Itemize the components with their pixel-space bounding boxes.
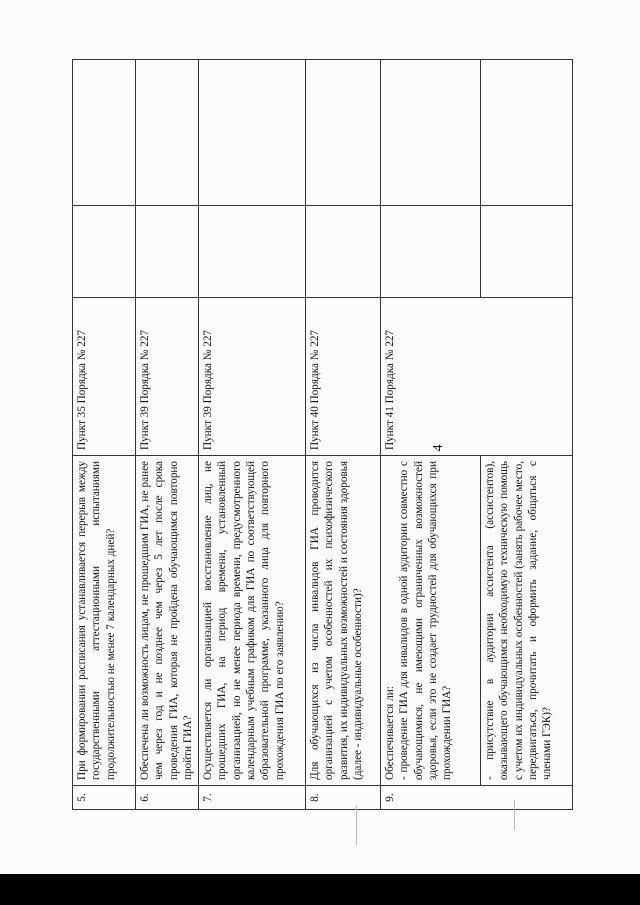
empty-cell <box>481 60 573 206</box>
question-text: Осуществляется ли организацией восстановление лиц, не прошедших ГИА, на период времени, установленный организацией, но не менее периода времени, предусмотренного календарным учебным графиком для ГИА по соответствующей образовательной программе, указанного лица для повторного прохождения ГИА по его заявлению? <box>199 456 306 786</box>
empty-cell <box>381 60 481 206</box>
table-row <box>73 60 136 810</box>
question-subitem: - проведение ГИА для инвалидов в одной аудитории совместно с обучающимися, не имеющими ограниченных возможностей здоровья, если это не создает трудностей для обучающихся при прохождении ГИА? <box>398 461 454 780</box>
reference-text: Пункт 39 Порядка № 227 <box>199 298 306 456</box>
reference-text: Пункт 40 Порядка № 227 <box>306 298 381 456</box>
empty-cell <box>199 60 306 206</box>
question-text: При формировании расписания устанавливается перерыв между государственными аттестационными испытаниями продолжительностью не менее 7 календарных дней? <box>73 456 136 786</box>
table-row <box>306 60 381 810</box>
empty-cell <box>73 60 136 206</box>
checklist-table <box>72 59 573 810</box>
empty-cell <box>73 206 136 298</box>
question-text: Обеспечена ли возможность лицам, не прошедшим ГИА, не ранее чем через год и не позднее чем через 5 лет после срока проведения ГИА, которая не пройдена обучающимся повторно пройти ГИА? <box>136 456 199 786</box>
reference-text: Пункт 41 Порядка № 227 <box>381 298 573 456</box>
table-row <box>381 60 481 810</box>
empty-cell <box>381 206 481 298</box>
table-row <box>199 60 306 810</box>
reference-text: Пункт 39 Порядка № 227 <box>136 298 199 456</box>
empty-cell <box>306 206 381 298</box>
scan-artifact <box>514 800 515 830</box>
empty-cell <box>199 206 306 298</box>
empty-cell <box>136 60 199 206</box>
question-text: - присутствие в аудитории ассистента (ассистентов), оказывающего обучающимся необходимую техническую помощь с учетом их индивидуальных особенностей (занять рабочее место, передвигаться, прочитать и оформить задание, общаться с членами ГЭК)? <box>481 456 573 786</box>
row-number: 6. <box>136 786 199 810</box>
empty-cell <box>136 206 199 298</box>
empty-cell <box>481 206 573 298</box>
table-row <box>136 60 199 810</box>
row-number: 7. <box>199 786 306 810</box>
checklist-table-rotated <box>72 60 592 810</box>
row-number: 5. <box>73 786 136 810</box>
reference-text: Пункт 35 Порядка № 227 <box>73 298 136 456</box>
scan-artifact <box>356 805 357 845</box>
row-number: 8. <box>306 786 381 810</box>
row-number: 9. <box>381 786 573 810</box>
page-number: 4 <box>431 444 446 452</box>
question-heading: Обеспечивается ли: <box>384 686 396 780</box>
question-text: Для обучающихся из числа инвалидов ГИА проводится организацией с учетом особенностей их психофизического развития, их индивидуальных возможностей и состояния здоровья (далее - индивидуальные особенности)? <box>306 456 381 786</box>
empty-cell <box>306 60 381 206</box>
question-text <box>381 456 481 786</box>
